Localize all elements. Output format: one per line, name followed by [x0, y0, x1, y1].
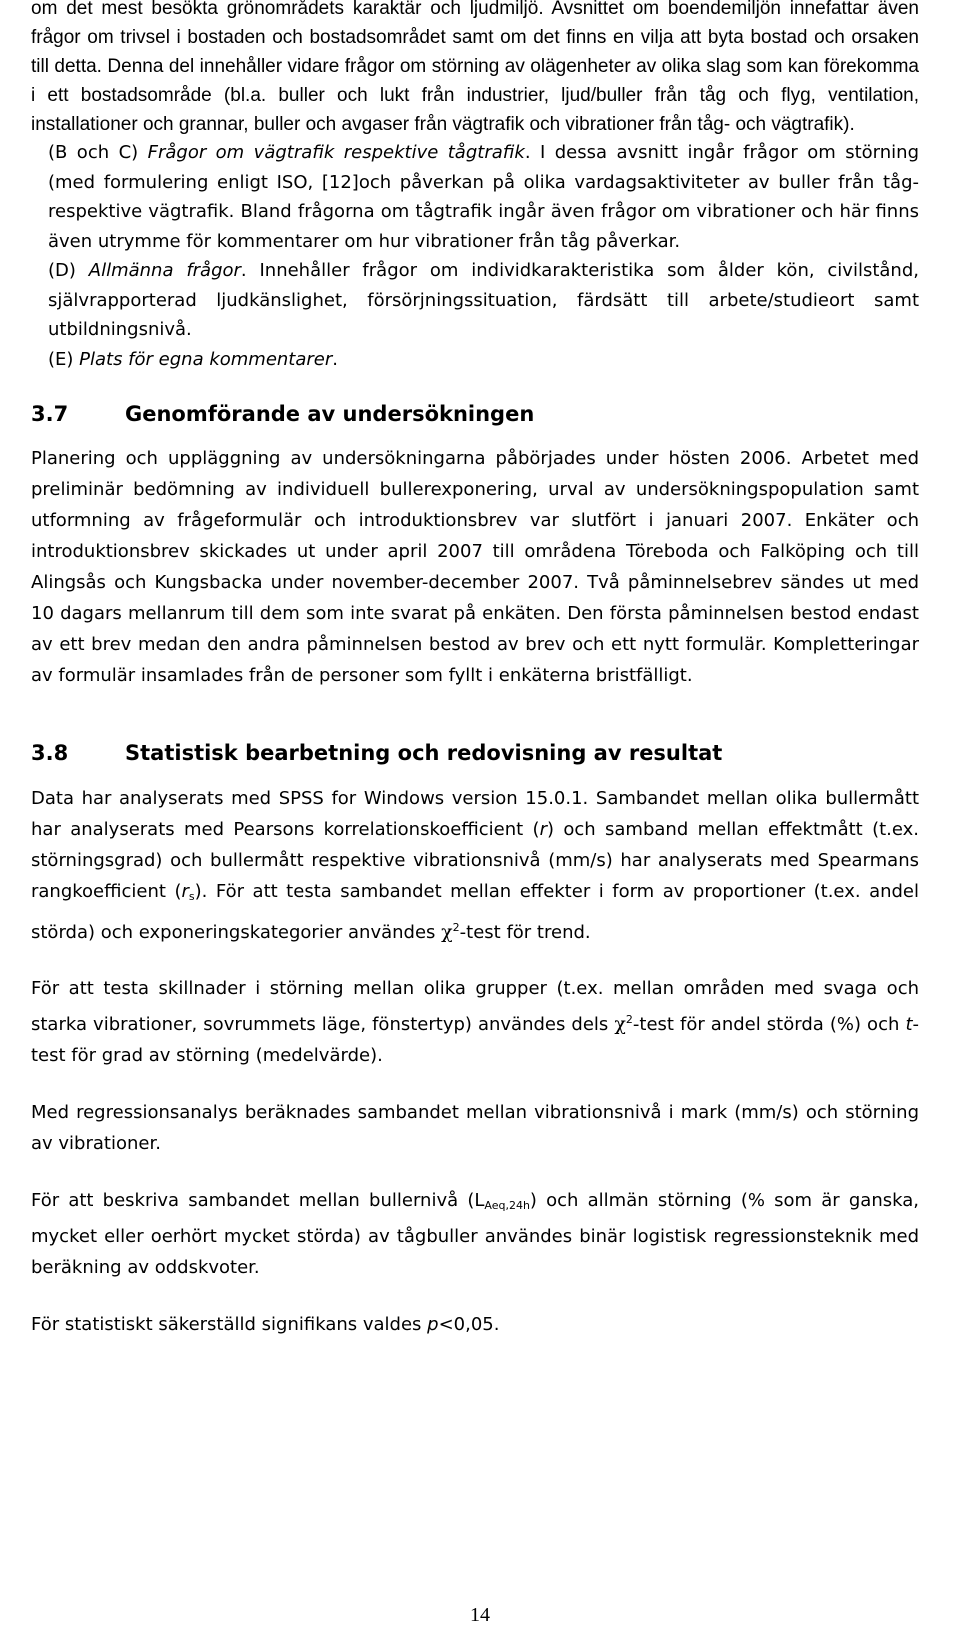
- stats-paragraph-5: För statistiskt säkerställd signifikans valdes p<0,05.: [31, 1314, 500, 1335]
- bc-title: Frågor om vägtrafik respektive tågtrafik: [147, 142, 525, 163]
- stats-paragraph-4: För att beskriva sambandet mellan bullernivå $(L_{Aeq,24h})$ och allmän störning (% som är ganska, mycket eller oerhört mycket störda) av tågbuller användes binär logistisk regressionsteknik med beräkning av oddskvoter.: [31, 1190, 919, 1278]
- section-d-paragraph: [31, 256, 919, 345]
- section-number: 3.8: [31, 741, 69, 765]
- d-title: Allmänna frågor: [88, 260, 241, 281]
- chi-symbol: χ: [441, 921, 453, 943]
- section-e-paragraph: [31, 345, 919, 375]
- stats-paragraph-2: För att testa skillnader i störning mellan olika grupper (t.ex. mellan områden med svaga och starka vibrationer, sovrummets läge, fönstertyp) användes dels $\chi^2$-test för andel störda (%) och t-test för grad av störning (medelvärde).: [31, 978, 919, 1066]
- bc-text: . I dessa avsnitt ingår frågor om störning (med formulering enligt ISO, [12]och påverkan på olika vardagsaktiviteter av buller från tåg-respektive vägtrafik. Bland frågorna om tågtrafik ingår även frågor om vibrationer och här finns även utrymme för kommentarer om hur vibrationer från tåg påverkar.: [48, 142, 919, 252]
- e-suffix: .: [332, 348, 338, 370]
- page-content: [31, 0, 919, 1340]
- section-title: Statistisk bearbetning och redovisning av resultat: [125, 741, 723, 765]
- e-prefix: (E): [48, 348, 80, 370]
- stats-paragraph-1: Data har analyserats med SPSS for Windows version 15.0.1. Sambandet mellan olika bullermått har analyserats med Pearsons korrelationskoefficient (r) och samband mellan effektmått (t.ex. störningsgrad) och bullermått respektive vibrationsnivå (mm/s) har analyserats med Spearmans rangkoefficient $(r_s)$. För att testa sambandet mellan effekter i form av proportioner (t.ex. andel störda) och exponeringskategorier användes $\chi^2$-test för trend.: [31, 788, 920, 943]
- chi-symbol: χ: [614, 1013, 626, 1035]
- stats-paragraph-3: Med regressionsanalys beräknades sambandet mellan vibrationsnivå i mark (mm/s) och störning av vibrationer.: [31, 1102, 919, 1154]
- section-number: 3.7: [31, 402, 69, 426]
- section-3-7-heading: [31, 402, 919, 426]
- intro-paragraph: om det mest besökta grönområdets karaktär och ljudmiljö. Avsnittet om boendemiljön innefattar även frågor om trivsel i bostaden och bostadsområdet samt om det finns en vilja att byta bostad och orsaken till detta. Denna del innehåller vidare frågor om störning av olägenheter av olika slag som kan förekomma i ett bostadsområde (bl.a. buller och lukt från industrier, ljud/buller från tåg och flyg, ventilation, installationer och grannar, buller och avgaser från vägtrafik och vibrationer från tåg- och vägtrafik).: [31, 0, 919, 135]
- section-bc-paragraph: [31, 138, 919, 256]
- d-prefix: (D): [48, 260, 89, 281]
- section-3-7-body: Planering och uppläggning av undersökningarna påbörjades under hösten 2006. Arbetet med preliminär bedömning av individuell bullerexponering, urval av undersökningspopulation samt utformning av frågeformulär och introduktionsbrev var slutfört i januari 2007. Enkäter och introduktionsbrev skickades ut under april 2007 till områdena Töreboda och Falköping och till Alingsås och Kungsbacka under november-december 2007. Två påminnelsebrev sändes ut med 10 dagars mellanrum till dem som inte svarat på enkäten. Den första påminnelsen bestod endast av ett brev medan den andra påminnelsen bestod av brev och ett nytt formulär. Kompletteringar av formulär insamlades från de personer som fyllt i enkäterna bristfälligt.: [31, 448, 919, 686]
- section-3-8-heading: [31, 741, 919, 765]
- bc-prefix: (B och C): [48, 142, 148, 163]
- e-title: Plats för egna kommentarer: [79, 348, 333, 370]
- d-text: . Innehåller frågor om individkarakteristika som ålder kön, civilstånd, självrapporterad ljudkänslighet, försörjningssituation, färdsätt till arbete/studieort samt utbildningsnivå.: [48, 260, 919, 340]
- section-title: Genomförande av undersökningen: [125, 402, 535, 426]
- page-number: 14: [470, 1604, 490, 1626]
